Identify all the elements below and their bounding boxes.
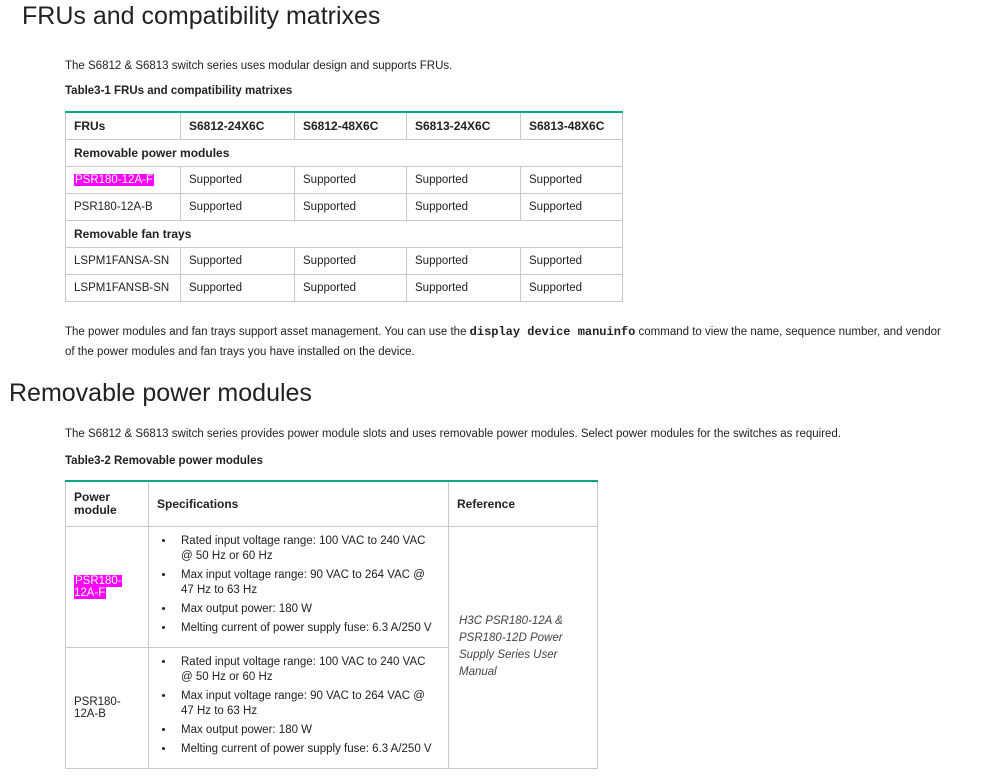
command-text: display device manuinfo [469,325,636,339]
column-header: Specifications [149,481,449,526]
column-header: Power module [66,481,149,526]
table-header-row [66,481,598,526]
section-heading-power: Removable power modules [9,379,312,407]
support-cell: Supported [407,193,521,220]
fru-intro-text: The S6812 & S6813 switch series uses modular design and supports FRUs. [65,60,453,72]
column-header: S6813-24X6C [407,112,521,139]
table-row [66,193,623,220]
list-item: • Max output power: 180 W [175,602,440,617]
asset-management-text [65,325,941,339]
column-header: FRUs [66,112,181,139]
reference-cell: H3C PSR180-12A & PSR180-12D Power Supply Series User Manual [449,526,598,768]
support-cell: Supported [181,274,295,301]
support-cell: Supported [407,166,521,193]
table-row [66,247,623,274]
support-cell: Supported [295,247,407,274]
power-modules-table [65,480,598,769]
support-cell: Supported [181,247,295,274]
fru-cell: LSPM1FANSA-SN [66,247,181,274]
power-intro-text: The S6812 & S6813 switch series provides power module slots and uses removable power modules. Select power modules for the switches as required. [65,428,842,440]
column-header: Reference [449,481,598,526]
table-row [66,274,623,301]
support-cell: Supported [181,166,295,193]
support-cell: Supported [521,193,623,220]
specs-cell [149,526,449,647]
table-group-row [66,139,623,166]
table1-caption: Table3-1 FRUs and compatibility matrixes [65,85,293,97]
table-row [66,166,623,193]
section-heading-frus: FRUs and compatibility matrixes [22,2,381,30]
support-cell: Supported [181,193,295,220]
column-header: S6812-48X6C [295,112,407,139]
support-cell: Supported [295,274,407,301]
list-item: • Max input voltage range: 90 VAC to 264 VAC @ 47 Hz to 63 Hz [175,689,440,719]
asset-text-part: command to view the name, sequence number, and vendor [635,326,941,338]
module-cell: PSR180-12A-B [66,647,149,768]
asset-management-text-2: of the power modules and fan trays you have installed on the device. [65,346,415,358]
list-item: • Rated input voltage range: 100 VAC to 240 VAC @ 50 Hz or 60 Hz [175,534,440,564]
list-item: • Rated input voltage range: 100 VAC to 240 VAC @ 50 Hz or 60 Hz [175,655,440,685]
module-cell [66,526,149,647]
list-item: • Max input voltage range: 90 VAC to 264 VAC @ 47 Hz to 63 Hz [175,568,440,598]
list-item: • Max output power: 180 W [175,723,440,738]
table-group-row [66,220,623,247]
fru-cell [66,166,181,193]
support-cell: Supported [407,247,521,274]
group-label-power: Removable power modules [66,139,623,166]
support-cell: Supported [521,247,623,274]
specs-cell [149,647,449,768]
fru-compatibility-table [65,111,623,302]
highlighted-text: PSR180-12A-F [74,574,122,599]
group-label-fan: Removable fan trays [66,220,623,247]
column-header: S6813-48X6C [521,112,623,139]
highlighted-text: PSR180-12A-F [75,173,153,186]
support-cell: Supported [295,166,407,193]
table-header-row [66,112,623,139]
fru-cell: LSPM1FANSB-SN [66,274,181,301]
spec-list [157,655,440,757]
table-row [66,526,598,647]
fru-cell: PSR180-12A-B [66,193,181,220]
support-cell: Supported [521,166,623,193]
spec-list [157,534,440,636]
table2-caption: Table3-2 Removable power modules [65,455,263,467]
support-cell: Supported [407,274,521,301]
support-cell: Supported [521,274,623,301]
support-cell: Supported [295,193,407,220]
list-item: • Melting current of power supply fuse: 6.3 A/250 V [175,742,440,757]
column-header: S6812-24X6C [181,112,295,139]
list-item: • Melting current of power supply fuse: 6.3 A/250 V [175,621,440,636]
asset-text-part: The power modules and fan trays support asset management. You can use the [65,326,470,338]
